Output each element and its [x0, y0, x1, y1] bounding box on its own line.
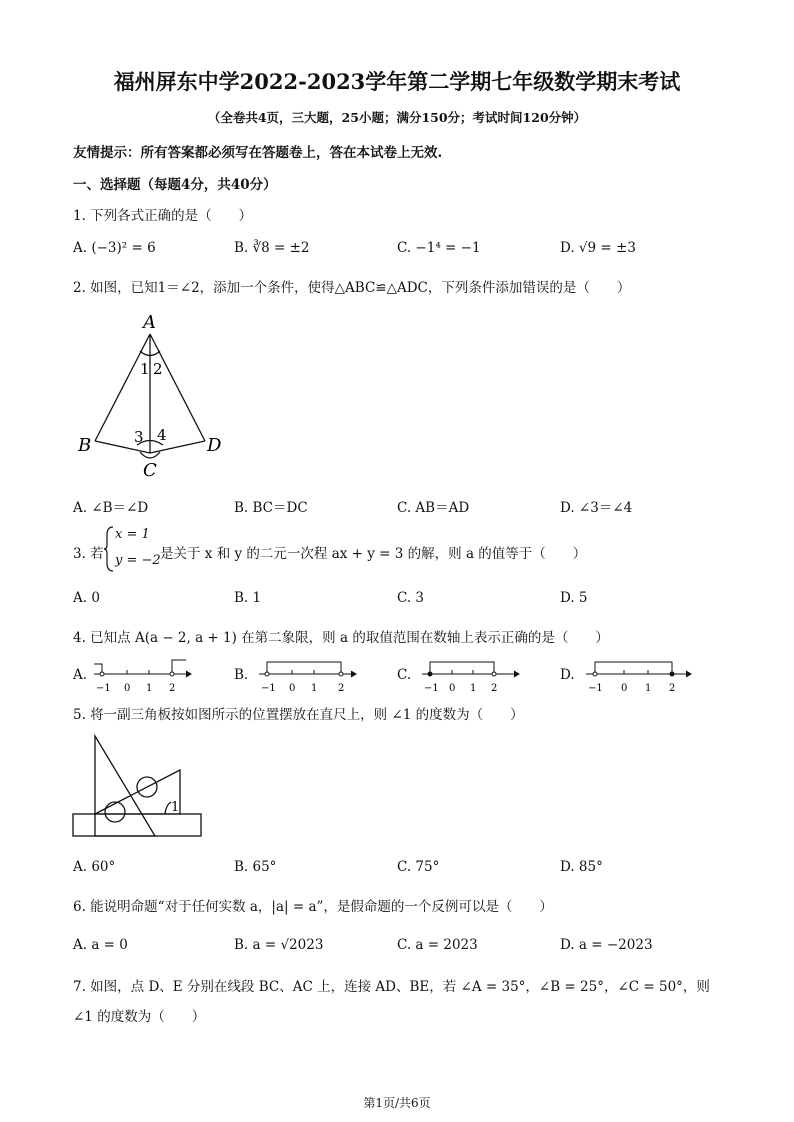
tick-label: 0: [621, 683, 628, 694]
question-1-stem: 1. 下列各式正确的是（ ）: [73, 208, 253, 224]
q3-system-line-2: y = −2: [115, 553, 161, 568]
exam-subtitle: （全卷共4页，三大题，25小题；满分150分；考试时间120分钟）: [207, 110, 587, 125]
q2-option-c: C. AB＝AD: [397, 500, 470, 516]
q3-option-a: A. 0: [73, 590, 100, 606]
q5-option-c: C. 75°: [397, 859, 440, 875]
q1-option-c: C. −1⁴ = −1: [397, 240, 481, 256]
q6-option-c: C. a = 2023: [397, 937, 478, 953]
q3-prefix: 3. 若: [73, 546, 104, 562]
angle-3-label: 3: [134, 428, 144, 446]
label-c: C: [143, 460, 157, 481]
tick-label: 2: [491, 683, 498, 694]
question-7-stem-line-2: ∠1 的度数为（ ）: [73, 1009, 206, 1025]
q4-letter-d: D.: [560, 667, 575, 683]
q3-system-line-1: x = 1: [115, 527, 150, 542]
label-a: A: [143, 312, 156, 333]
tick-label: 2: [338, 683, 345, 694]
q3-option-b: B. 1: [234, 590, 262, 606]
q3-option-c: C. 3: [397, 590, 425, 606]
label-b: B: [78, 435, 92, 456]
tick-label: 0: [124, 683, 131, 694]
question-6-stem: 6. 能说明命题“对于任何实数 a，|a| = a”，是假命题的一个反例可以是（ ）: [73, 899, 553, 915]
q2-option-b: B. BC＝DC: [234, 500, 308, 516]
q5-option-b: B. 65°: [234, 859, 277, 875]
tick-label: 2: [669, 683, 676, 694]
friendly-tip: 友情提示：所有答案都必须写在答题卷上，答在本试卷上无效.: [73, 145, 443, 161]
q4-numberline-d: [582, 654, 697, 696]
tick-label: 1: [311, 683, 318, 694]
q4-numberline-a: [90, 654, 200, 696]
tick-label: 0: [289, 683, 296, 694]
q6-option-a: A. a = 0: [73, 937, 128, 953]
q3-brace: [103, 525, 115, 573]
q4-numberline-b: [255, 654, 365, 696]
tick-label: 1: [645, 683, 652, 694]
tick-label: 1: [470, 683, 477, 694]
angle-2-label: 2: [153, 360, 163, 378]
q1-option-a: A. (−3)² = 6: [73, 240, 156, 256]
q2-kite-figure: [70, 308, 240, 488]
q1-option-d: D. √9 = ±3: [560, 240, 636, 256]
tick-label: −1: [424, 683, 439, 694]
tick-label: 1: [146, 683, 153, 694]
q6-option-b: B. a = √2023: [234, 937, 324, 953]
tick-label: 2: [169, 683, 176, 694]
label-d: D: [207, 435, 222, 456]
question-5-stem: 5. 将一副三角板按如图所示的位置摆放在直尺上，则 ∠1 的度数为（ ）: [73, 707, 524, 723]
tick-label: −1: [588, 683, 603, 694]
angle-4-label: 4: [157, 426, 167, 444]
q2-option-d: D. ∠3＝∠4: [560, 500, 633, 516]
q3-option-d: D. 5: [560, 590, 588, 606]
tick-label: −1: [96, 683, 111, 694]
exam-title: 福州屏东中学2022-2023学年第二学期七年级数学期末考试: [113, 69, 681, 94]
q2-option-a: A. ∠B＝∠D: [73, 500, 149, 516]
question-4-stem: 4. 已知点 A(a − 2, a + 1) 在第二象限，则 a 的取值范围在数轴上表示正确的是（ ）: [73, 630, 609, 646]
tick-label: 0: [449, 683, 456, 694]
q5-option-d: D. 85°: [560, 859, 603, 875]
section-heading: 一、选择题（每题4分，共40分）: [73, 177, 277, 193]
q4-letter-c: C.: [397, 667, 412, 683]
q6-option-d: D. a = −2023: [560, 937, 653, 953]
q1-option-b: B. ∛8 = ±2: [234, 240, 310, 256]
tick-label: −1: [261, 683, 276, 694]
q4-letter-a: A.: [73, 667, 88, 683]
q5-option-a: A. 60°: [73, 859, 116, 875]
angle-1-label: 1: [140, 360, 150, 378]
page-number: 第1页/共6页: [363, 1096, 431, 1110]
question-2-stem: 2. 如图，已知1＝∠2，添加一个条件，使得△ABC≌△ADC，下列条件添加错误的是（ ）: [73, 280, 631, 296]
q3-suffix: 是关于 x 和 y 的二元一次程 ax + y = 3 的解，则 a 的值等于（ ）: [160, 546, 587, 562]
angle-1-label: 1: [171, 800, 180, 815]
q4-letter-b: B.: [234, 667, 249, 683]
q4-numberline-c: [418, 654, 528, 696]
q5-triangle-ruler-figure: [70, 732, 210, 842]
question-7-stem-line-1: 7. 如图，点 D、E 分别在线段 BC、AC 上，连接 AD、BE，若 ∠A = 35°，∠B = 25°，∠C = 50°，则: [73, 979, 710, 995]
